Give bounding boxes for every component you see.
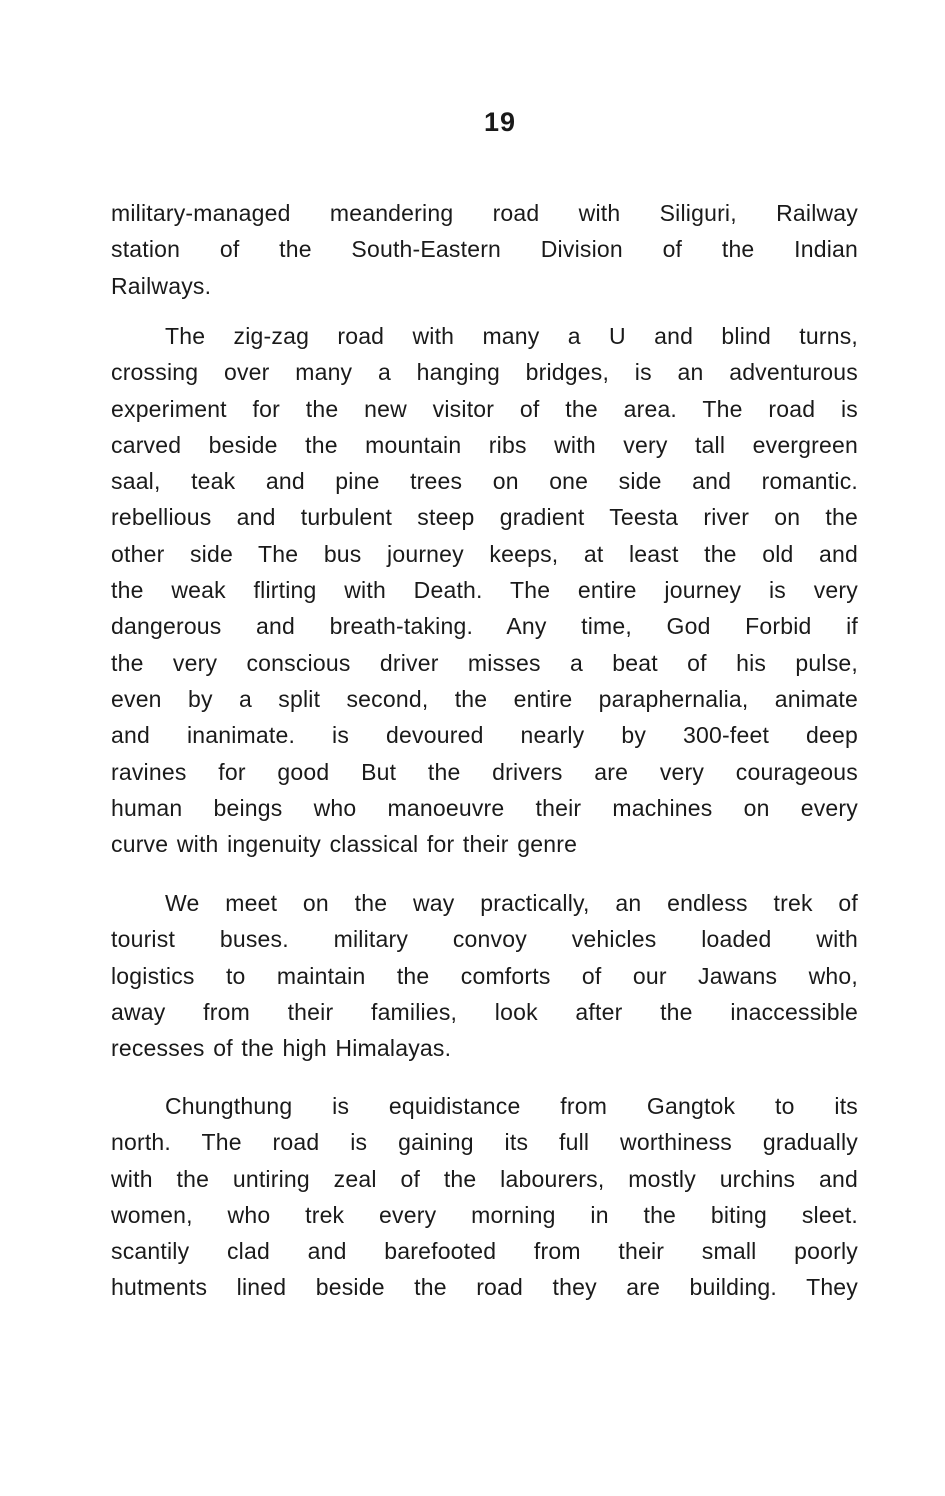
paragraph-3 — [111, 885, 858, 1066]
text-line: ravines for good But the drivers are very courageous — [111, 758, 858, 785]
text-line: recesses of the high Himalayas. — [111, 1035, 452, 1062]
text-line: away from their families, look after the inaccessible — [111, 998, 858, 1025]
text-line: north. The road is gaining its full worthiness gradually — [111, 1129, 858, 1156]
text-line: the weak flirting with Death. The entire journey is very — [111, 577, 858, 604]
text-line: The zig-zag road with many a U and blind turns, — [165, 323, 858, 349]
text-line: experiment for the new visitor of the area. The road is — [111, 395, 858, 422]
text-line: other side The bus journey keeps, at least the old and — [111, 540, 858, 567]
text-line: the very conscious driver misses a beat of his pulse, — [111, 649, 858, 676]
paragraph-4 — [111, 1088, 858, 1306]
text-line: rebellious and turbulent steep gradient Teesta river on the — [111, 504, 858, 531]
text-line: Chungthung is equidistance from Gangtok to its — [165, 1093, 858, 1119]
text-line: with the untiring zeal of the labourers, mostly urchins and — [111, 1165, 858, 1192]
text-line: curve with ingenuity classical for their genre — [111, 831, 578, 858]
text-line: scantily clad and barefooted from their small poorly — [111, 1238, 858, 1265]
text-line: crossing over many a hanging bridges, is an adventurous — [111, 359, 858, 386]
text-line: hutments lined beside the road they are building. They — [111, 1274, 858, 1301]
text-line: Railways. — [111, 272, 212, 299]
text-line: women, who trek every morning in the biting sleet. — [111, 1201, 858, 1228]
text-line: human beings who manoeuvre their machines on every — [111, 794, 858, 821]
text-line: We meet on the way practically, an endless trek of — [165, 890, 858, 916]
paragraph-2 — [111, 318, 858, 862]
paragraph-1 — [111, 195, 858, 304]
text-line: station of the South-Eastern Division of the Indian — [111, 236, 858, 263]
text-line: and inanimate. is devoured nearly by 300-feet deep — [111, 722, 858, 749]
text-line: saal, teak and pine trees on one side and romantic. — [111, 468, 858, 495]
text-line: carved beside the mountain ribs with very tall evergreen — [111, 431, 858, 458]
page-number: 19 — [483, 107, 517, 137]
text-line: military-managed meandering road with Siliguri, Railway — [111, 200, 858, 226]
text-line: dangerous and breath-taking. Any time, God Forbid if — [111, 613, 858, 640]
text-line: tourist buses. military convoy vehicles loaded with — [111, 926, 858, 953]
text-line: logistics to maintain the comforts of our Jawans who, — [111, 962, 858, 989]
text-line: even by a split second, the entire paraphernalia, animate — [111, 685, 858, 712]
